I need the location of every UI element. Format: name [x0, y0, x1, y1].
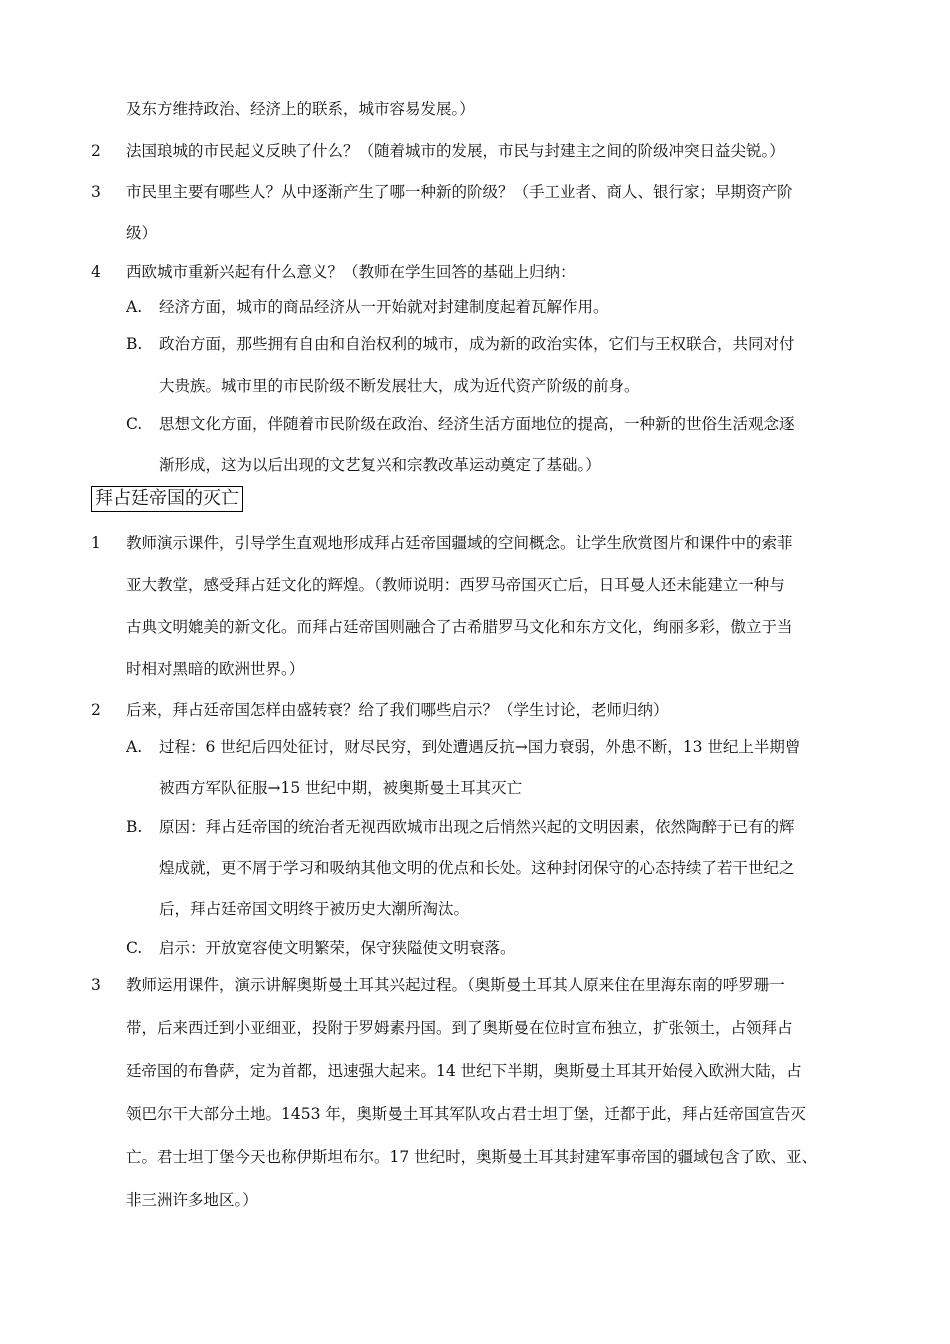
sub-item-text: 经济方面，城市的商品经济从一开始就对封建制度起着瓦解作用。 [159, 298, 609, 316]
item-number: 3 [91, 976, 101, 994]
item-number: 3 [91, 183, 101, 201]
sub-item-text: 后，拜占廷帝国文明终于被历史大潮所淘汰。 [159, 900, 470, 918]
paragraph-continuation: 及东方维持政治、经济上的联系，城市容易发展。） [126, 100, 475, 118]
sub-item-text: 过程：6 世纪后四处征讨，财尽民穷，到处遭遇反抗→国力衰弱，外患不断，13 世纪上半期曾 [159, 738, 801, 756]
item-text: 后来，拜占廷帝国怎样由盛转衰？给了我们哪些启示？（学生讨论，老师归纳） [126, 701, 669, 719]
sub-item-label: A. [126, 738, 143, 756]
item-text: 非三洲许多地区。） [126, 1191, 258, 1209]
item-text: 古典文明媲美的新文化。而拜占廷帝国则融合了古希腊罗马文化和东方文化，绚丽多彩，傲立于当 [126, 618, 793, 636]
sub-item-label: A. [126, 298, 143, 316]
item-text: 级） [126, 224, 158, 242]
item-number: 1 [91, 534, 101, 552]
sub-item-label: C. [126, 415, 143, 433]
item-text: 西欧城市重新兴起有什么意义？（教师在学生回答的基础上归纳： [126, 263, 576, 281]
item-text: 廷帝国的布鲁萨，定为首都，迅速强大起来。14 世纪下半期，奥斯曼土耳其开始侵入欧洲大陆，占 [126, 1062, 802, 1080]
item-text: 教师演示课件，引导学生直观地形成拜占廷帝国疆域的空间概念。让学生欣赏图片和课件中的索菲 [126, 534, 793, 552]
sub-item-text: 煌成就，更不屑于学习和吸纳其他文明的优点和长处。这种封闭保守的心态持续了若干世纪之 [159, 859, 795, 877]
item-number: 4 [91, 263, 101, 281]
item-number: 2 [91, 701, 101, 719]
item-text: 法国琅城的市民起义反映了什么？（随着城市的发展，市民与封建主之间的阶级冲突日益尖锐。） [126, 142, 785, 160]
sub-item-label: B. [126, 335, 143, 353]
item-text: 带，后来西迁到小亚细亚，投附于罗姆素丹国。到了奥斯曼在位时宣布独立，扩张领土，占领拜占 [126, 1019, 793, 1037]
item-number: 2 [91, 142, 101, 160]
sub-item-text: 被西方军队征服→15 世纪中期，被奥斯曼土耳其灭亡 [159, 779, 523, 797]
item-text: 时相对黑暗的欧洲世界。） [126, 660, 305, 678]
item-text: 领巴尔干大部分土地。1453 年，奥斯曼土耳其军队攻占君士坦丁堡，迁都于此，拜占廷帝国宣告灭 [126, 1105, 806, 1123]
sub-item-text: 启示：开放宽容使文明繁荣，保守狭隘使文明衰落。 [159, 939, 516, 957]
item-text: 教师运用课件，演示讲解奥斯曼土耳其兴起过程。（奥斯曼土耳其人原来住在里海东南的呼罗珊一 [126, 976, 785, 994]
sub-item-text: 原因：拜占廷帝国的统治者无视西欧城市出现之后悄然兴起的文明因素，依然陶醉于已有的辉 [159, 818, 795, 836]
sub-item-label: C. [126, 939, 143, 957]
item-text: 亚大教堂，感受拜占廷文化的辉煌。（教师说明：西罗马帝国灭亡后，日耳曼人还未能建立一种与 [126, 576, 785, 594]
section-heading: 拜占廷帝国的灭亡 [91, 486, 243, 512]
sub-item-text: 政治方面，那些拥有自由和自治权利的城市，成为新的政治实体，它们与王权联合，共同对付 [159, 335, 795, 353]
item-text: 亡。君士坦丁堡今天也称伊斯坦布尔。17 世纪时，奥斯曼土耳其封建军事帝国的疆域包含了欧、亚、 [126, 1148, 818, 1166]
sub-item-label: B. [126, 818, 143, 836]
sub-item-text: 思想文化方面，伴随着市民阶级在政治、经济生活方面地位的提高，一种新的世俗生活观念逐 [159, 415, 795, 433]
item-text: 市民里主要有哪些人？从中逐渐产生了哪一种新的阶级？（手工业者、商人、银行家；早期资产阶 [126, 183, 793, 201]
sub-item-text: 大贵族。城市里的市民阶级不断发展壮大，成为近代资产阶级的前身。 [159, 377, 640, 395]
sub-item-text: 渐形成，这为以后出现的文艺复兴和宗教改革运动奠定了基础。） [159, 456, 601, 474]
